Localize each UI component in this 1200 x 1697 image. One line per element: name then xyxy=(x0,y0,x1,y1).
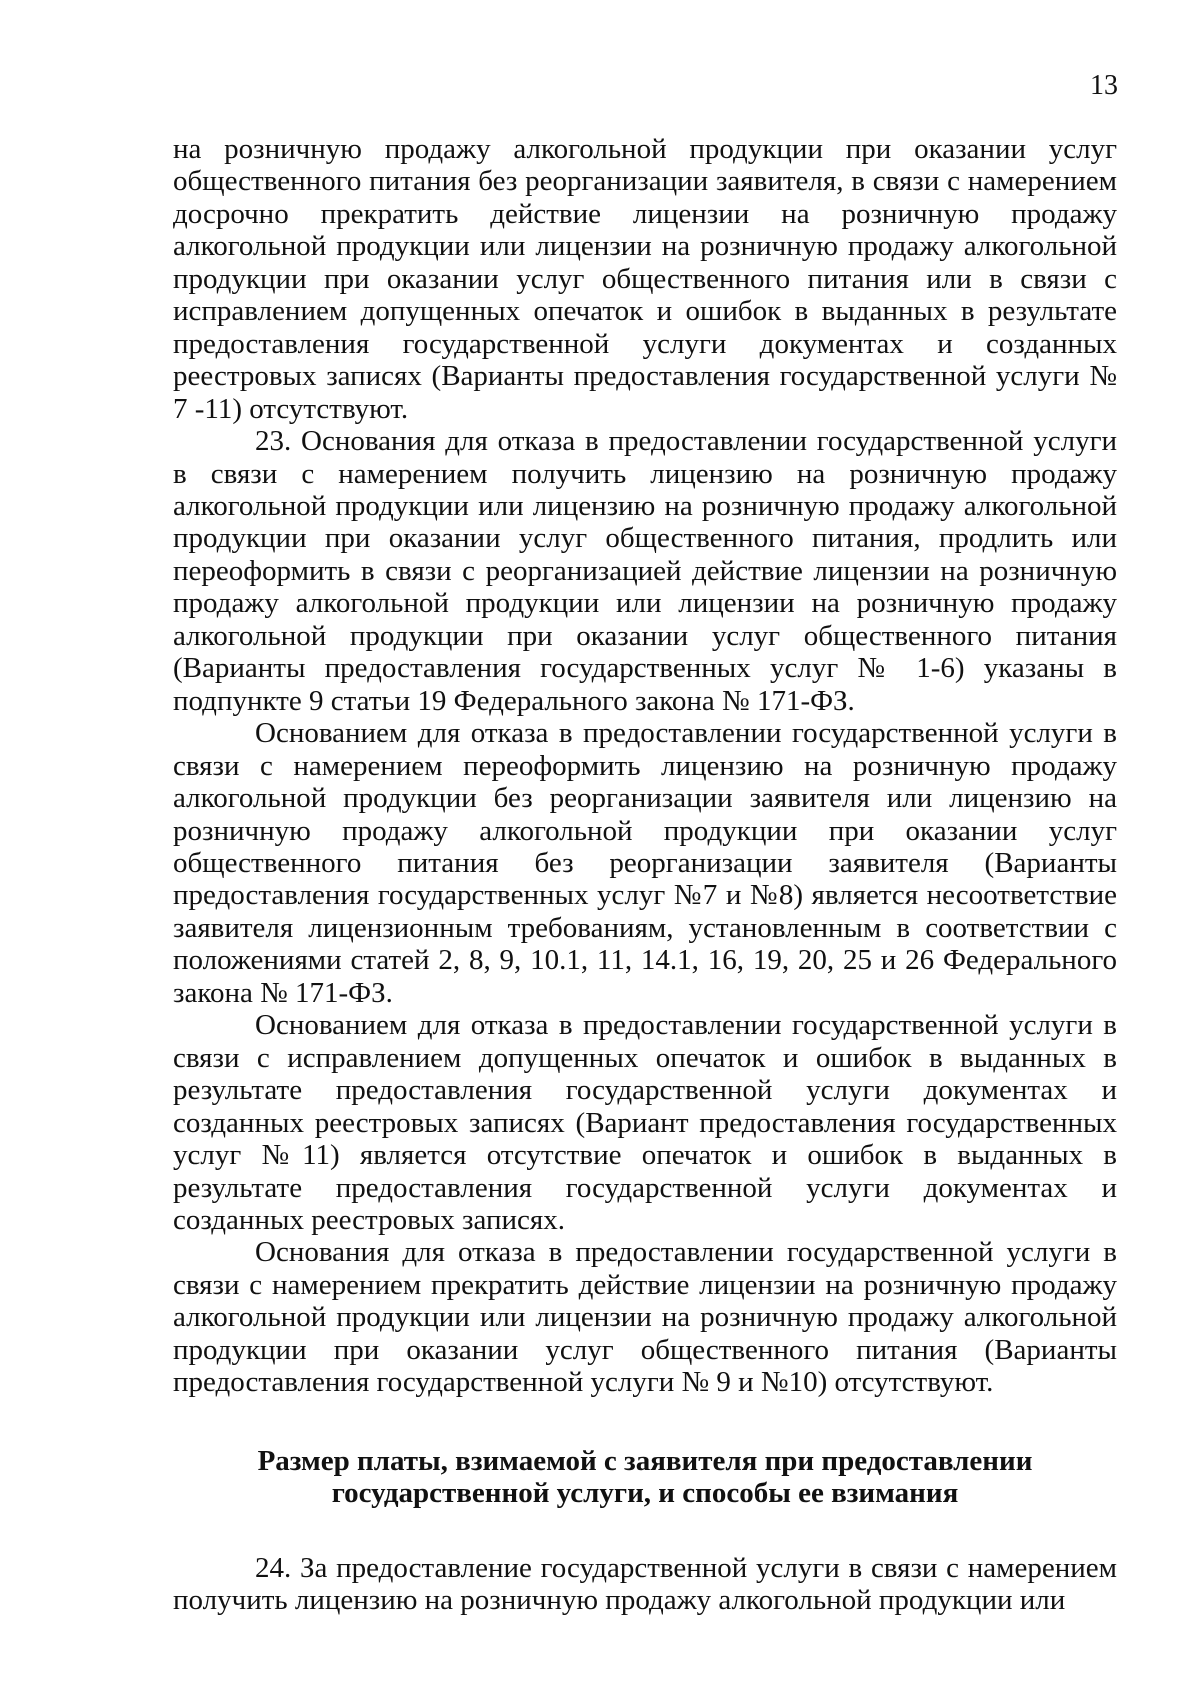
document-body xyxy=(173,133,1117,1617)
paragraph-24: 24. За предоставление государственной услуги в связи с намерением получить лицензию на розничную продажу алкогольной продукции или xyxy=(173,1551,1117,1617)
paragraph-refusal-termination: Основания для отказа в предоставлении государственной услуги в связи с намерением прекратить действие лицензии на розничную продажу алкогольной продукции или лицензии на розничную продажу алкогольной продукции при оказании услуг общественного питания (Варианты предоставления государственной услуги № 9 и №10) отсутствуют. xyxy=(173,1236,1117,1399)
section-heading xyxy=(173,1445,1117,1510)
section-heading-line-2: государственной услуги, и способы ее взимания xyxy=(331,1477,959,1510)
paragraph-refusal-reissue: Основанием для отказа в предоставлении государственной услуги в связи с намерением переоформить лицензию на розничную продажу алкогольной продукции без реорганизации заявителя или лицензию на розничную продажу алкогольной продукции при оказании услуг общественного питания без реорганизации заявителя (Варианты предоставления государственных услуг №7 и №8) является несоответствие заявителя лицензионным требованиям, установленным в соответствии с положениями статей 2, 8, 9, 10.1, 11, 14.1, 16, 19, 20, 25 и 26 Федерального закона № 171-ФЗ. xyxy=(173,717,1117,1009)
page-number: 13 xyxy=(1090,70,1118,101)
paragraph-refusal-correction: Основанием для отказа в предоставлении государственной услуги в связи с исправлением допущенных опечаток и ошибок в выданных в результате предоставления государственной услуги документах и созданных реестровых записях (Вариант предоставления государственных услуг №11) является отсутствие опечаток и ошибок в выданных в результате предоставления государственной услуги документах и созданных реестровых записях. xyxy=(173,1009,1117,1236)
section-heading-line-1: Размер платы, взимаемой с заявителя при предоставлении xyxy=(257,1444,1033,1477)
paragraph-23: 23. Основания для отказа в предоставлении государственной услуги в связи с намерением получить лицензию на розничную продажу алкогольной продукции или лицензию на розничную продажу алкогольной продукции при оказании услуг общественного питания, продлить или переоформить в связи с реорганизацией действие лицензии на розничную продажу алкогольной продукции или лицензии на розничную продажу алкогольной продукции при оказании услуг общественного питания (Варианты предоставления государственных услуг № 1-6) указаны в подпункте 9 статьи 19 Федерального закона № 171-ФЗ. xyxy=(173,425,1117,717)
paragraph-continuation: на розничную продажу алкогольной продукции при оказании услуг общественного питания без реорганизации заявителя, в связи с намерением досрочно прекратить действие лицензии на розничную продажу алкогольной продукции или лицензии на розничную продажу алкогольной продукции при оказании услуг общественного питания или в связи с исправлением допущенных опечаток и ошибок в выданных в результате предоставления государственной услуги документах и созданных реестровых записях (Варианты предоставления государственной услуги № 7 -11) отсутствуют. xyxy=(173,133,1117,425)
